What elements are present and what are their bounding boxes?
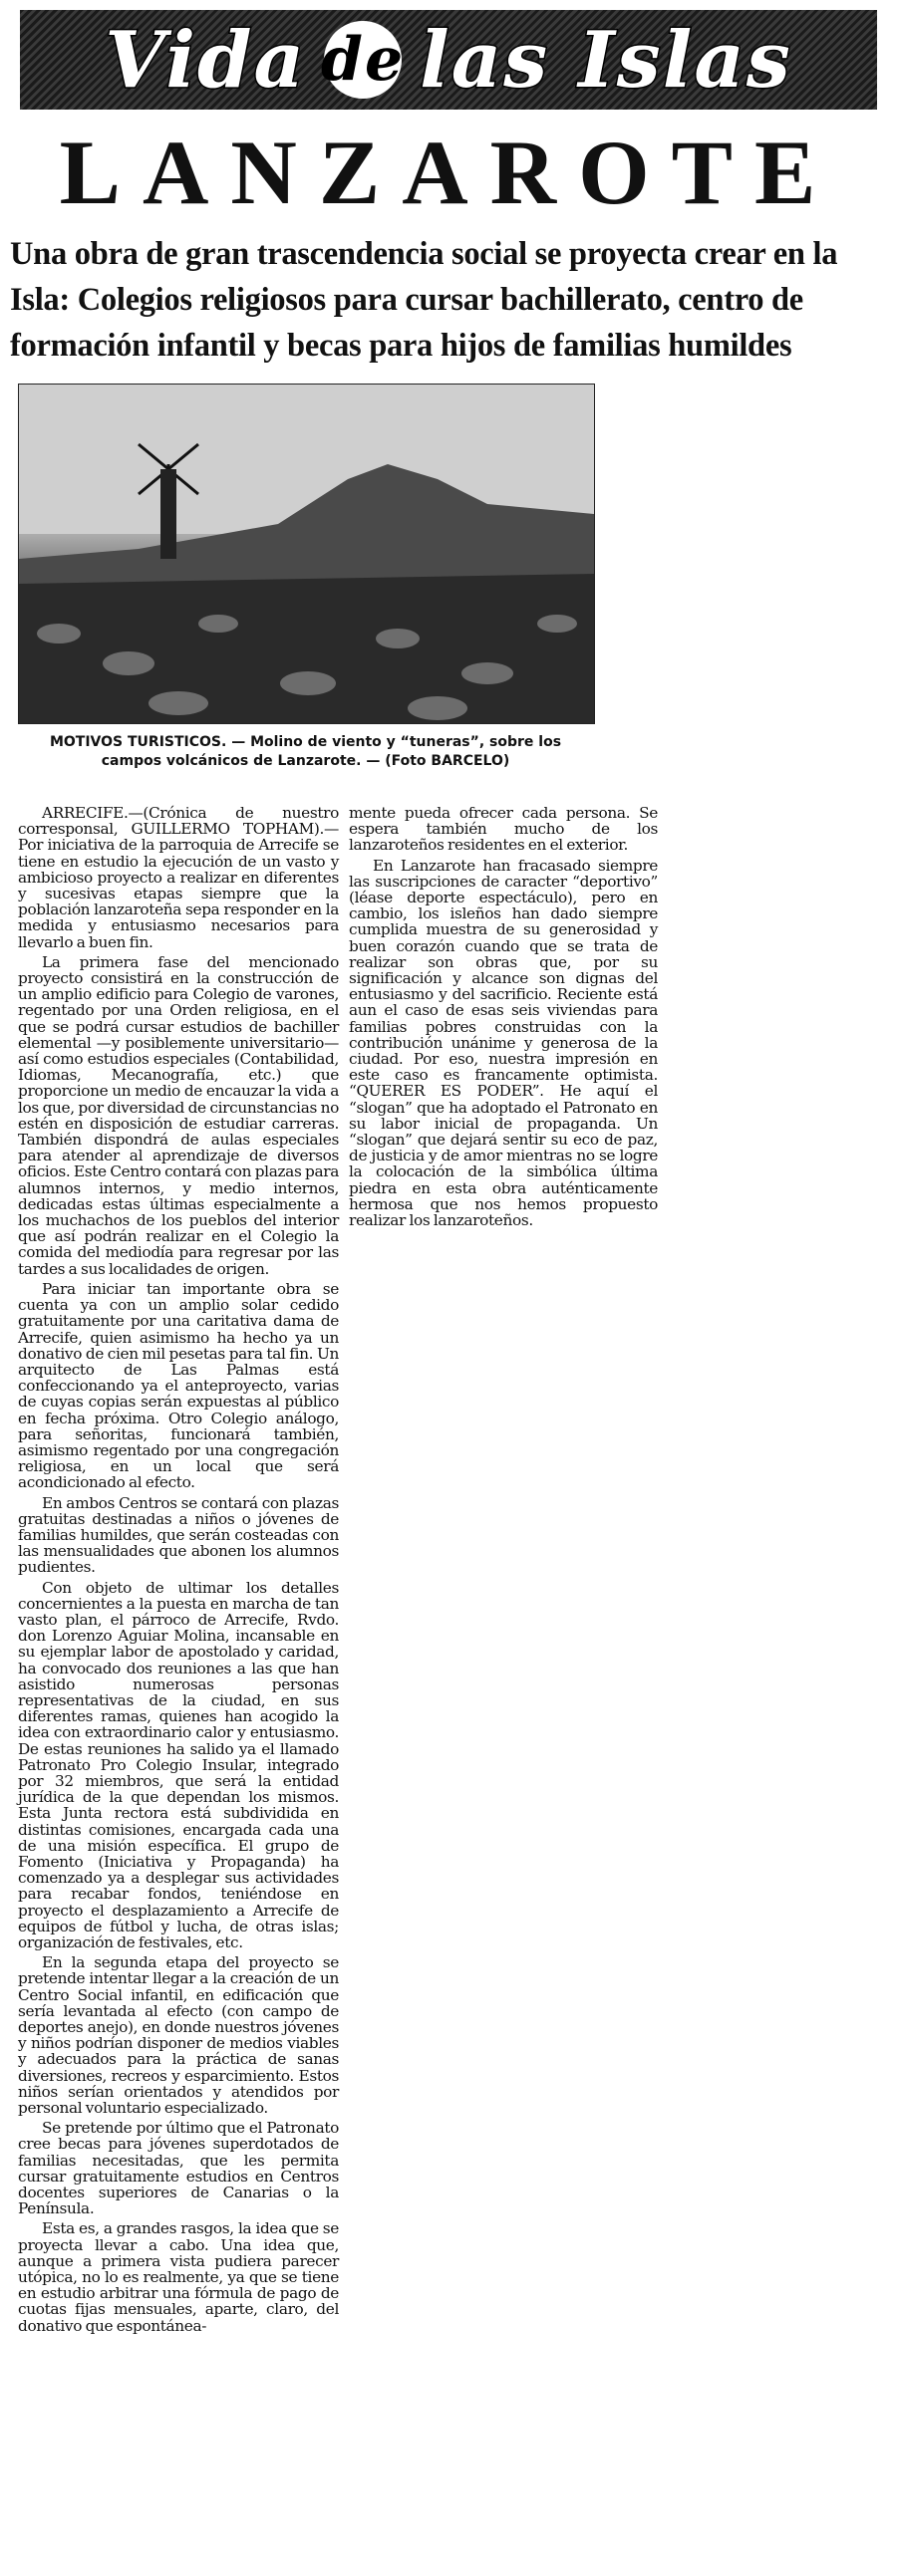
paragraph: En la segunda etapa del proyecto se pretende intentar llegar a la creación de un Centro Social infantil, en edificación que sería levantada al efecto (con campo de deportes anejo), en donde nuestros jóvenes y niños podrían disponer de medios viables y adecuados para la práctica de sanas diversiones, recreos y esparcimiento. Estos niños serían orientados y atendidos por personal voluntario especializado. [18, 1953, 339, 2118]
paragraph: Para iniciar tan importante obra se cuenta ya con un amplio solar cedido gratuitamente por una caritativa dama de Arrecife, quien asimismo ha hecho ya un donativo de cien mil pesetas para tal fin. Un arquitecto de Las Palmas está confeccionando ya el anteproyecto, varias de cuyas copias serán expuestas al público en fecha próxima. Otro Colegio análogo, para señoritas, funcionará también, asimismo regentado por una congregación religiosa, en un local que será acondicionado al efecto. [18, 1279, 339, 1492]
paragraph: En ambos Centros se contará con plazas gratuitas destinadas a niños o jóvenes de familias humildes, que serán costeadas con las mensualidades que abonen los alumnos pudientes. [18, 1493, 339, 1577]
section-title: LANZAROTE [59, 122, 838, 223]
article-column-2 [349, 805, 658, 1232]
article-column-1 [18, 805, 339, 2338]
paragraph: Con objeto de ultimar los detalles concernientes a la puesta en marcha de tan vasto plan, el párroco de Arrecife, Rvdo. don Lorenzo Aguiar Molina, incansable en su ejemplar labor de apostolado y caridad, ha convocado dos reuniones a las que han asistido numerosas personas representativas de la ciudad, en sus diferentes ramas, quienes han acogido la idea con extraordinario calor y entusiasmo. De estas reuniones ha salido ya el llamado Patronato Pro Colegio Insular, integrado por 32 miembros, que será la entidad jurídica de la que dependan los mismos. Esta Junta rectora está subdividida en distintas comisiones, encargada cada una de una misión específica. El grupo de Fomento (Iniciativa y Propaganda) ha comenzado ya a desplegar sus actividades para recabar fondos, teniéndose en proyecto el desplazamiento a Arrecife de equipos de fútbol y lucha, de otras islas; organización de festivales, etc. [18, 1578, 339, 1952]
masthead-word-vida: Vida [105, 14, 307, 106]
photo-caption: MOTIVOS TURISTICOS. — Molino de viento y “tuneras”, sobre los campos volcánicos de Lanzarote. — (Foto BARCELO) [49, 734, 562, 769]
article-photo [18, 384, 595, 724]
paragraph: Se pretende por último que el Patronato cree becas para jóvenes superdotados de familias necesitadas, que les permita cursar gratuitamente estudios en Centros docentes superiores de Canarias o la Península. [18, 2119, 339, 2218]
article-headline: Una obra de gran trascendencia social se proyecta crear en la Isla: Colegios religiosos para cursar bachillerato, centro de formación infantil y becas para hijos de familias humildes [10, 236, 838, 364]
masthead-title [105, 15, 792, 106]
paragraph: En Lanzarote han fracasado siempre las suscripciones de caracter “deportivo” (léase deporte espectáculo), pero en cambio, los isleños han dado siempre cumplida muestra de su generosidad y buen corazón cuando que se trata de realizar son obras que, por su significación y alcance son dignas del entusiasmo y del sacrificio. Reciente está aun el caso de esas seis viviendas para familias pobres construidas con la contribución unánime y generosa de la ciudad. Por eso, nuestra impresión en este caso es francamente optimista. “QUERER ES PODER”. He aquí el “slogan” que ha adoptado el Patronato en su labor inicial de propaganda. Un “slogan” que dejará sentir su eco de paz, de justicia y de amor mientras no se logre la colocación de la simbólica última piedra en esta obra auténticamente hermosa que nos hemos propuesto realizar los lanzaroteños. [349, 856, 658, 1230]
paragraph: Esta es, a grandes rasgos, la idea que se proyecta llevar a cabo. Una idea que, aunque a primera vista pudiera parecer utópica, no lo es realmente, ya que se tiene en estudio arbitrar una fórmula de pago de cuotas fijas mensuales, aparte, claro, del donativo que espontánea- [18, 2219, 339, 2335]
photo-windmill-tunera-field [19, 385, 594, 723]
paragraph: ARRECIFE.—(Crónica de nuestro corresponsal, GUILLERMO TOPHAM).—Por iniciativa de la parroquia de Arrecife se tiene en estudio la ejecución de un vasto y ambicioso proyecto a realizar en diferentes y sucesivas etapas siempre que la población lanzaroteña sepa responder en la medida y entusiasmo necesarios para llevarlo a buen fin. [18, 804, 339, 951]
masthead-banner [20, 10, 877, 110]
paragraph: mente pueda ofrecer cada persona. Se espera también mucho de los lanzaroteños residentes en el exterior. [349, 804, 658, 855]
paragraph: La primera fase del mencionado proyecto consistirá en la construcción de un amplio edificio para Colegio de varones, regentado por una Orden religiosa, en el que se podrá cursar estudios de bachiller elemental —y posiblemente universitario— así como estudios especiales (Contabilidad, Idiomas, Mecanografía, etc.) que proporcione un medio de encauzar la vida a los que, por diversidad de circunstancias no estén en disposición de estudiar carreras. También dispondrá de aulas especiales para atender al aprendizaje de diversos oficios. Este Centro contará con plazas para alumnos internos, y medio internos, dedicadas estas últimas especialmente a los muchachos de los pueblos del interior que así podrán realizar en el Colegio la comida del mediodía para regresar por las tardes a sus localidades de origen. [18, 952, 339, 1278]
masthead-word-de: de [324, 21, 402, 99]
masthead-word-islas: las Islas [420, 14, 792, 106]
